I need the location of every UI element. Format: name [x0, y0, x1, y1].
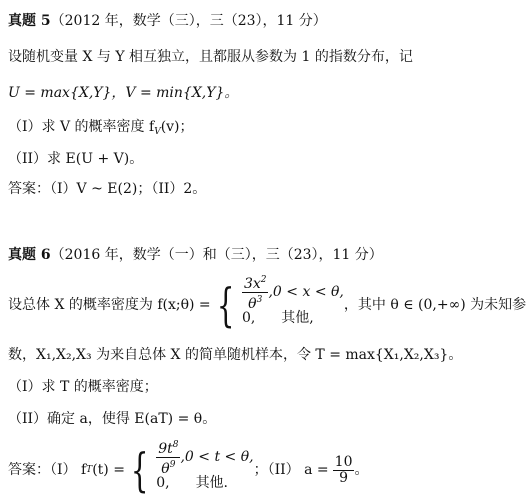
q6-density-suffix: ，其中 θ ∈ (0,+∞) 为未知参	[343, 297, 526, 313]
q6-part2: （II）确定 a，使得 E(aT) = θ。	[8, 411, 217, 427]
q6-answer-fraction	[333, 455, 355, 486]
q5-part1-text: （I）求 V 的概率密度 f	[8, 119, 155, 135]
q6-title-label: 真题 6	[8, 247, 51, 263]
q5-statement-line2: U = max{X,Y}，V = min{X,Y}。	[8, 85, 239, 101]
q5-part2: （II）求 E(U + V)。	[8, 151, 144, 167]
q6-answer-brace: {	[130, 443, 149, 497]
q6-title-source: （2016 年，数学（一）和（三），三（23），11 分）	[50, 247, 383, 263]
q6-answer-sub: T	[86, 465, 93, 475]
q6-statement-line2: 数，X₁,X₂,X₃ 为来自总体 X 的简单随机样本，令 T = max{X₁,X₂,X₃}。	[8, 347, 463, 363]
q6-case1-numerator: $3x^2$	[243, 274, 267, 292]
q6-part1: （I）求 T 的概率密度；	[8, 379, 158, 395]
q6-answer-case-rows	[156, 439, 254, 496]
q6-density-prefix: 设总体 X 的概率密度为 f(x;θ) =	[8, 297, 211, 313]
q6-answer-case-row-1	[156, 439, 254, 477]
q6-answer-part2-prefix: ；（II） a =	[253, 462, 329, 478]
q5-part1	[8, 118, 194, 141]
q5-title-label: 真题 5	[8, 13, 51, 29]
q6-answer-case2-value: 0,	[156, 475, 170, 491]
q6-case-rows	[241, 274, 344, 331]
q6-case1-denominator: $\theta^3$	[248, 294, 263, 312]
q6-case-row-2	[242, 305, 344, 331]
q6-answer	[8, 439, 369, 497]
q6-answer-case1-condition: ,0 < t < θ,	[180, 449, 254, 465]
q6-answer-end: 。	[354, 462, 369, 478]
q6-title	[8, 246, 383, 264]
q6-case2-condition: 其他,	[281, 310, 314, 326]
q6-brace: {	[216, 278, 235, 332]
q5-statement-line1: 设随机变量 X 与 Y 相互独立，且都服从参数为 1 的指数分布，记	[8, 49, 413, 65]
q6-case1-condition: ,0 < x < θ,	[268, 284, 344, 300]
q5-answer: 答案：（I）V ~ E(2)；（II）2。	[8, 181, 207, 197]
q6-answer-case-row-2	[156, 470, 253, 496]
q5-title	[8, 12, 327, 30]
q6-answer-case1-denominator: $\theta^9$	[161, 459, 176, 477]
q6-answer-fraction-denominator: 9	[339, 469, 349, 486]
q6-case2-value: 0,	[241, 310, 256, 326]
q5-part1-sub: V	[154, 127, 161, 137]
q6-answer-case2-condition: 其他.	[195, 475, 229, 491]
q6-statement-line1	[8, 274, 526, 332]
q6-answer-cases	[125, 439, 254, 497]
q6-answer-mid: (t) =	[92, 462, 125, 478]
q6-density-cases	[211, 274, 344, 332]
q6-answer-case1-numerator: $9t^8$	[158, 439, 179, 457]
q6-answer-fraction-numerator: 10	[334, 453, 353, 470]
q6-answer-prefix: 答案：（I） f	[8, 462, 87, 478]
q5-part1-end: (v)；	[160, 119, 194, 135]
q5-title-source: （2012 年，数学（三），三（23），11 分）	[50, 13, 327, 29]
